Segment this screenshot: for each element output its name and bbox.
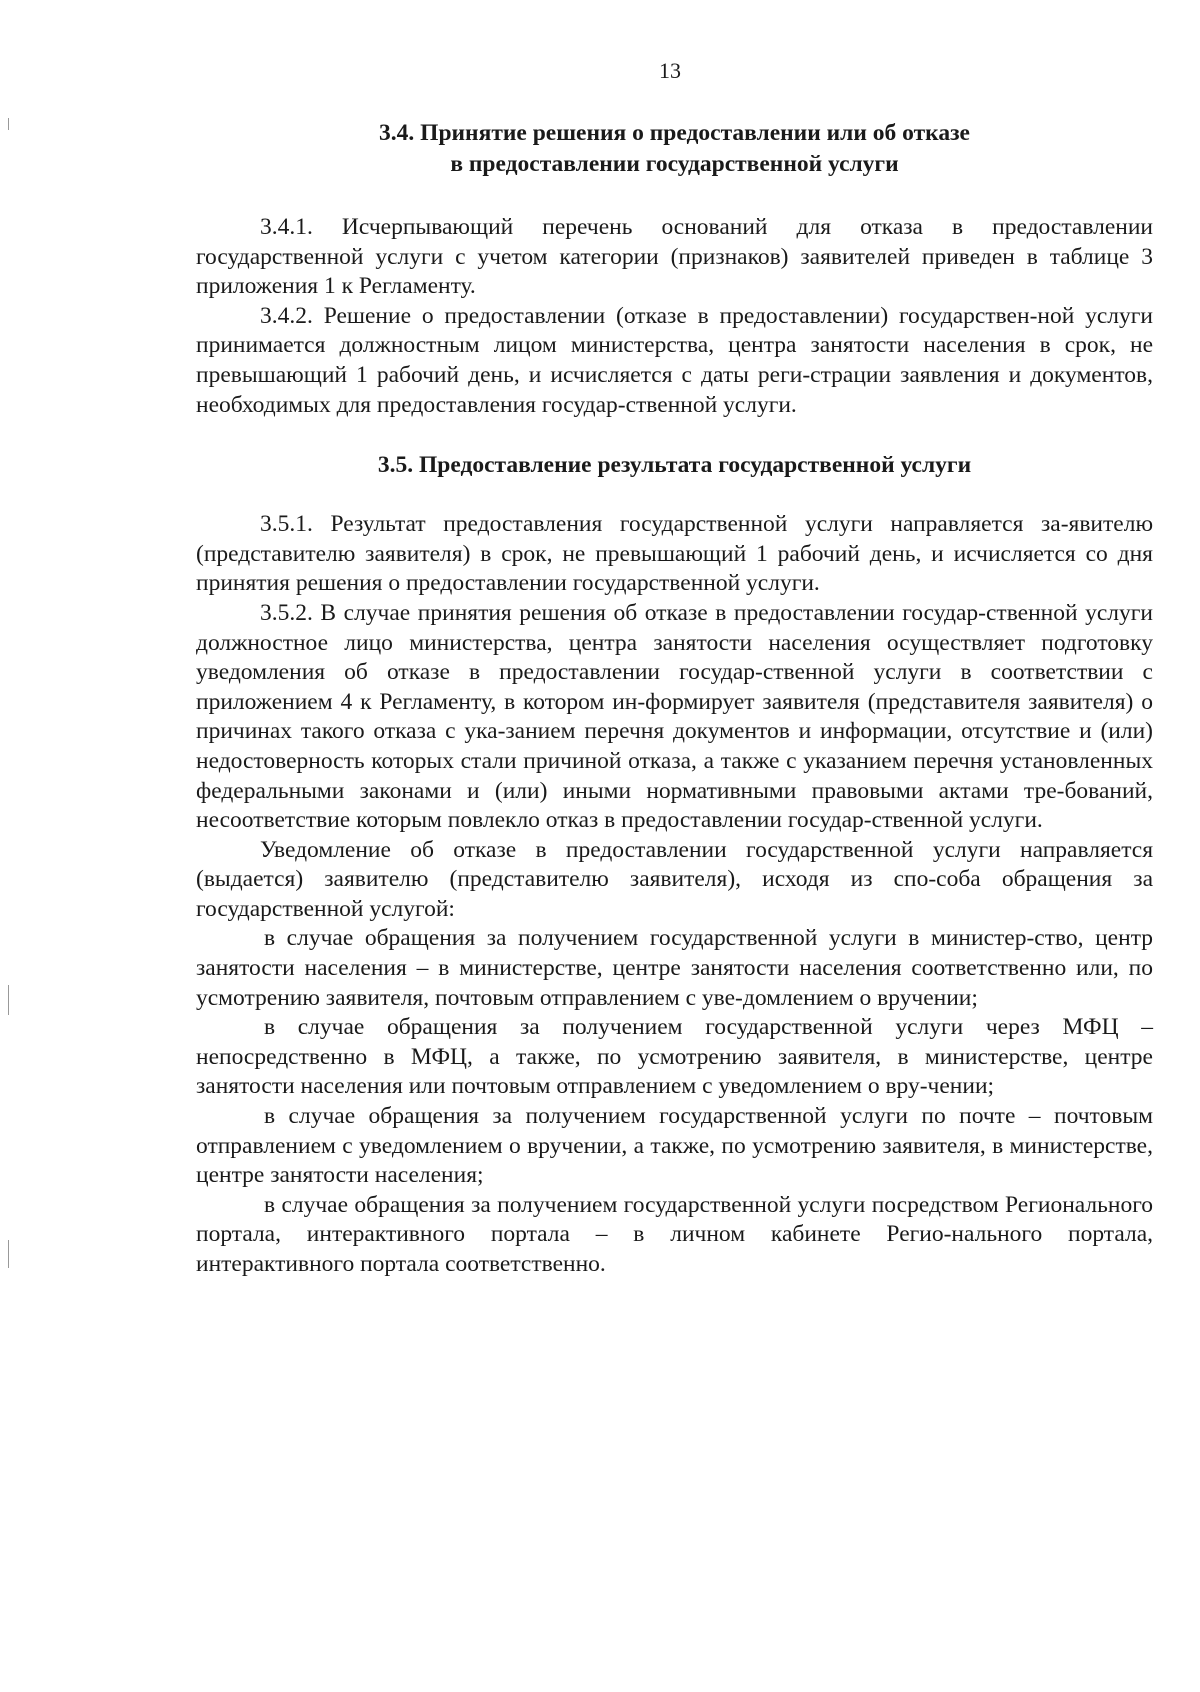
paragraph-case-ministry: в случае обращения за получением государственной услуги в министер-ство, центр занятости населения – в министерстве, центре занятости населения соответственно или, по усмотрению заявителя, почтовым отправлением с уве-домлением о вручении;: [196, 925, 1153, 1011]
scan-margin-mark: [8, 118, 9, 130]
paragraph-case-mfc: в случае обращения за получением государственной услуги через МФЦ – непосредственно в МФЦ, а также, по усмотрению заявителя, в министерстве, центре занятости населения или почтовым отправлением с уведомлением о вру-чении;: [196, 1014, 1153, 1100]
paragraph-3-5-2: 3.5.2. В случае принятия решения об отказе в предоставлении государ-ственной услуги должностное лицо министерства, центра занятости населения осуществляет подготовку уведомления об отказе в предоставлении государ-ственной услуги в соответствии с приложением 4 к Регламенту, в котором ин-формирует заявителя (представителя заявителя) о причинах такого отказа с ука-занием перечня документов и информации, отсутствие и (или) недостоверность которых стали причиной отказа, а также с указанием перечня установленных федеральными законами и (или) иными нормативными правовыми актами тре-бований, несоответствие которым повлекло отказ в предоставлении государ-ственной услуги.: [196, 599, 1153, 834]
paragraph-case-post: в случае обращения за получением государственной услуги по почте – почтовым отправлением с уведомлением о вручении, а также, по усмотрению заявителя, в министерстве, центре занятости населения;: [196, 1103, 1153, 1189]
page-number: 13: [659, 58, 681, 83]
paragraph-3-4-2: 3.4.2. Решение о предоставлении (отказе в предоставлении) государствен-ной услуги принимается должностным лицом министерства, центра занятости населения в срок, не превышающий 1 рабочий день, и исчисляется с даты реги-страции заявления и документов, необходимых для предоставления государ-ственной услуги.: [196, 302, 1153, 418]
paragraph-notification: Уведомление об отказе в предоставлении государственной услуги направляется (выдается) заявителю (представителю заявителя), исходя из спо-соба обращения за государственной услугой:: [196, 836, 1153, 922]
scan-margin-mark: [8, 985, 9, 1015]
paragraph-3-5-1: 3.5.1. Результат предоставления государственной услуги направляется за-явителю (представителю заявителя) в срок, не превышающий 1 рабочий день, и исчисляется со дня принятия решения о предоставлении государственной услуги.: [196, 511, 1153, 597]
document-body: [196, 118, 1153, 1280]
section-3-4-heading-line2: в предоставлении государственной услуги: [450, 151, 899, 177]
scan-margin-mark: [8, 1240, 9, 1268]
section-3-4-heading: [196, 118, 1153, 180]
paragraph-3-4-1: 3.4.1. Исчерпывающий перечень оснований для отказа в предоставлении государственной услуги с учетом категории (признаков) заявителей приведен в таблице 3 приложения 1 к Регламенту.: [196, 214, 1153, 300]
section-3-4-heading-line1: 3.4. Принятие решения о предоставлении или об отказе: [379, 120, 970, 146]
section-3-5-heading: 3.5. Предоставление результата государственной услуги: [377, 452, 972, 479]
paragraph-case-portal: в случае обращения за получением государственной услуги посредством Регионального портала, интерактивного портала – в личном кабинете Регио-нального портала, интерактивного портала соответственно.: [196, 1191, 1153, 1277]
